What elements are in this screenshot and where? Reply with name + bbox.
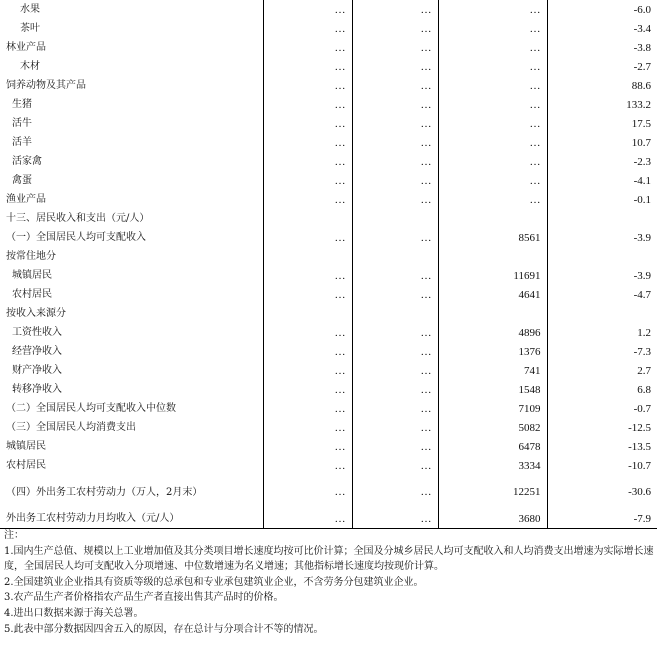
cell-col-2: … (352, 38, 438, 57)
cell-col-1 (263, 209, 352, 228)
cell-col-2: … (352, 133, 438, 152)
cell-col-3: 1548 (438, 380, 547, 399)
cell-col-1: … (263, 114, 352, 133)
row-label: 活羊 (12, 136, 32, 148)
row-label: 茶叶 (20, 22, 40, 34)
row-label: 十三、居民收入和支出（元/人） (6, 212, 150, 224)
cell-col-1: … (263, 190, 352, 209)
cell-col-2: … (352, 342, 438, 361)
cell-col-4: -3.9 (547, 228, 657, 247)
cell-col-2: … (352, 361, 438, 380)
cell-col-1: … (263, 95, 352, 114)
row-label: 禽蛋 (12, 174, 32, 186)
cell-col-2 (352, 304, 438, 323)
table-row (0, 114, 657, 133)
cell-col-2: … (352, 380, 438, 399)
cell-col-3 (438, 209, 547, 228)
table-row (0, 152, 657, 171)
cell-col-1: … (263, 38, 352, 57)
row-label: 工资性收入 (12, 326, 62, 338)
table-row (0, 247, 657, 266)
cell-col-3: 4641 (438, 285, 547, 304)
cell-col-4 (547, 304, 657, 323)
note-item: 3.农产品生产者价格指农产品生产者直接出售其产品时的价格。 (4, 592, 284, 604)
cell-col-1: … (263, 342, 352, 361)
note-item: 5.此表中部分数据因四舍五入的原因，存在总计与分项合计不等的情况。 (4, 623, 324, 635)
cell-col-3: 6478 (438, 437, 547, 456)
cell-col-4: -3.4 (547, 19, 657, 38)
table-row (0, 228, 657, 247)
cell-col-3: … (438, 0, 547, 19)
cell-col-4: -2.7 (547, 57, 657, 76)
cell-col-3: … (438, 190, 547, 209)
row-label: 农村居民 (6, 459, 46, 471)
table-row (0, 323, 657, 342)
cell-col-2: … (352, 114, 438, 133)
row-label: 饲养动物及其产品 (6, 79, 86, 91)
cell-col-1: … (263, 509, 352, 529)
cell-col-2: … (352, 437, 438, 456)
table-row (0, 0, 657, 19)
table-row (0, 171, 657, 190)
table-row (0, 361, 657, 380)
cell-col-4: 2.7 (547, 361, 657, 380)
cell-col-4: 88.6 (547, 76, 657, 95)
cell-col-3: 3334 (438, 456, 547, 475)
cell-col-3: … (438, 133, 547, 152)
cell-col-4: -3.9 (547, 266, 657, 285)
cell-col-3: 1376 (438, 342, 547, 361)
table-row (0, 380, 657, 399)
row-label: 按收入来源分 (6, 307, 66, 319)
cell-col-1: … (263, 133, 352, 152)
note-item: 2.全国建筑业企业指具有资质等级的总承包和专业承包建筑业企业，不含劳务分包建筑业企业。 (4, 576, 424, 588)
cell-col-3: … (438, 19, 547, 38)
cell-col-2 (352, 247, 438, 266)
row-label: 外出务工农村劳动力月均收入（元/人） (0, 509, 263, 529)
cell-col-4: -12.5 (547, 418, 657, 437)
table-row (0, 266, 657, 285)
cell-col-2: … (352, 285, 438, 304)
cell-col-4: -13.5 (547, 437, 657, 456)
cell-col-3: … (438, 114, 547, 133)
cell-col-4: 17.5 (547, 114, 657, 133)
table-row (0, 399, 657, 418)
row-label: （三）全国居民人均消费支出 (6, 421, 136, 433)
cell-col-3: 741 (438, 361, 547, 380)
cell-col-3: 7109 (438, 399, 547, 418)
cell-col-4: -7.9 (547, 509, 657, 529)
cell-col-3: … (438, 76, 547, 95)
cell-col-2: … (352, 399, 438, 418)
cell-col-2: … (352, 456, 438, 475)
row-label: 水果 (20, 3, 40, 15)
cell-col-2: … (352, 57, 438, 76)
row-label: （一）全国居民人均可支配收入 (6, 231, 146, 243)
cell-col-2: … (352, 228, 438, 247)
cell-col-1: … (263, 475, 352, 509)
cell-col-4: -7.3 (547, 342, 657, 361)
row-label: 财产净收入 (12, 364, 62, 376)
cell-col-4: -30.6 (547, 475, 657, 509)
cell-col-1: … (263, 380, 352, 399)
cell-col-1: … (263, 285, 352, 304)
table-row (0, 76, 657, 95)
cell-col-2: … (352, 171, 438, 190)
row-label: 渔业产品 (6, 193, 46, 205)
table-row (0, 38, 657, 57)
row-label: 城镇居民 (12, 269, 52, 281)
table-row (0, 342, 657, 361)
cell-col-3: … (438, 38, 547, 57)
cell-col-3: … (438, 57, 547, 76)
row-label: 活家禽 (12, 155, 42, 167)
cell-col-3: 3680 (438, 509, 547, 529)
cell-col-4: -3.8 (547, 38, 657, 57)
table-row (0, 456, 657, 475)
table-row (0, 19, 657, 38)
table-row (0, 209, 657, 228)
cell-col-4: -10.7 (547, 456, 657, 475)
row-label: 林业产品 (6, 41, 46, 53)
cell-col-1: … (263, 0, 352, 19)
cell-col-3: 8561 (438, 228, 547, 247)
cell-col-4: -4.1 (547, 171, 657, 190)
cell-col-2: … (352, 418, 438, 437)
row-label: 活牛 (12, 117, 32, 129)
row-label: 城镇居民 (6, 440, 46, 452)
cell-col-3 (438, 247, 547, 266)
cell-col-2: … (352, 0, 438, 19)
note-item: 4.进出口数据来源于海关总署。 (4, 607, 144, 619)
cell-col-1: … (263, 361, 352, 380)
table-row (0, 285, 657, 304)
cell-col-2: … (352, 509, 438, 529)
table-row (0, 190, 657, 209)
cell-col-2: … (352, 266, 438, 285)
cell-col-2 (352, 209, 438, 228)
note-item: 1.国内生产总值、规模以上工业增加值及其分类项目增长速度均按可比价计算；全国及分城乡居民人均可支配收入和人均消费支出增速为实际增长速度，全国居民人均可支配收入分项增速、中位数增速为名义增速；其他指标增长速度均按现价计算。 (4, 545, 654, 573)
cell-col-1: … (263, 418, 352, 437)
cell-col-1: … (263, 57, 352, 76)
cell-col-4: -4.7 (547, 285, 657, 304)
table-row (0, 475, 657, 509)
cell-col-1: … (263, 456, 352, 475)
notes-list (4, 544, 654, 638)
table-row (0, 304, 657, 323)
cell-col-1 (263, 304, 352, 323)
row-label: 转移净收入 (12, 383, 62, 395)
notes-section (4, 528, 654, 637)
cell-col-1: … (263, 323, 352, 342)
cell-col-4: -0.7 (547, 399, 657, 418)
row-label: 按常住地分 (6, 250, 56, 262)
cell-col-1: … (263, 152, 352, 171)
row-label: 经营净收入 (12, 345, 62, 357)
cell-col-3 (438, 304, 547, 323)
table-row (0, 509, 657, 529)
cell-col-3: 4896 (438, 323, 547, 342)
cell-col-1 (263, 247, 352, 266)
cell-col-4 (547, 247, 657, 266)
table-row (0, 95, 657, 114)
cell-col-4: -0.1 (547, 190, 657, 209)
cell-col-2: … (352, 76, 438, 95)
cell-col-2: … (352, 152, 438, 171)
cell-col-2: … (352, 323, 438, 342)
row-label: 木材 (20, 60, 40, 72)
cell-col-1: … (263, 228, 352, 247)
cell-col-4: 6.8 (547, 380, 657, 399)
row-label: 农村居民 (12, 288, 52, 300)
table-row (0, 57, 657, 76)
cell-col-1: … (263, 266, 352, 285)
row-label: （二）全国居民人均可支配收入中位数 (6, 402, 176, 414)
row-label: 生猪 (12, 98, 32, 110)
cell-col-3: 12251 (438, 475, 547, 509)
cell-col-3: … (438, 152, 547, 171)
cell-col-1: … (263, 19, 352, 38)
cell-col-3: 11691 (438, 266, 547, 285)
cell-col-3: … (438, 95, 547, 114)
cell-col-4 (547, 209, 657, 228)
table-row (0, 418, 657, 437)
cell-col-1: … (263, 399, 352, 418)
cell-col-3: … (438, 171, 547, 190)
row-label: （四）外出务工农村劳动力（万人，2月末） (6, 486, 203, 498)
cell-col-1: … (263, 76, 352, 95)
cell-col-4: 1.2 (547, 323, 657, 342)
cell-col-4: 133.2 (547, 95, 657, 114)
table-row (0, 133, 657, 152)
table-row (0, 437, 657, 456)
cell-col-4: -6.0 (547, 0, 657, 19)
cell-col-2: … (352, 190, 438, 209)
cell-col-2: … (352, 19, 438, 38)
cell-col-2: … (352, 95, 438, 114)
cell-col-1: … (263, 171, 352, 190)
cell-col-1: … (263, 437, 352, 456)
cell-col-2: … (352, 475, 438, 509)
notes-title: 注： (4, 530, 24, 541)
cell-col-3: 5082 (438, 418, 547, 437)
cell-col-4: -2.3 (547, 152, 657, 171)
cell-col-4: 10.7 (547, 133, 657, 152)
